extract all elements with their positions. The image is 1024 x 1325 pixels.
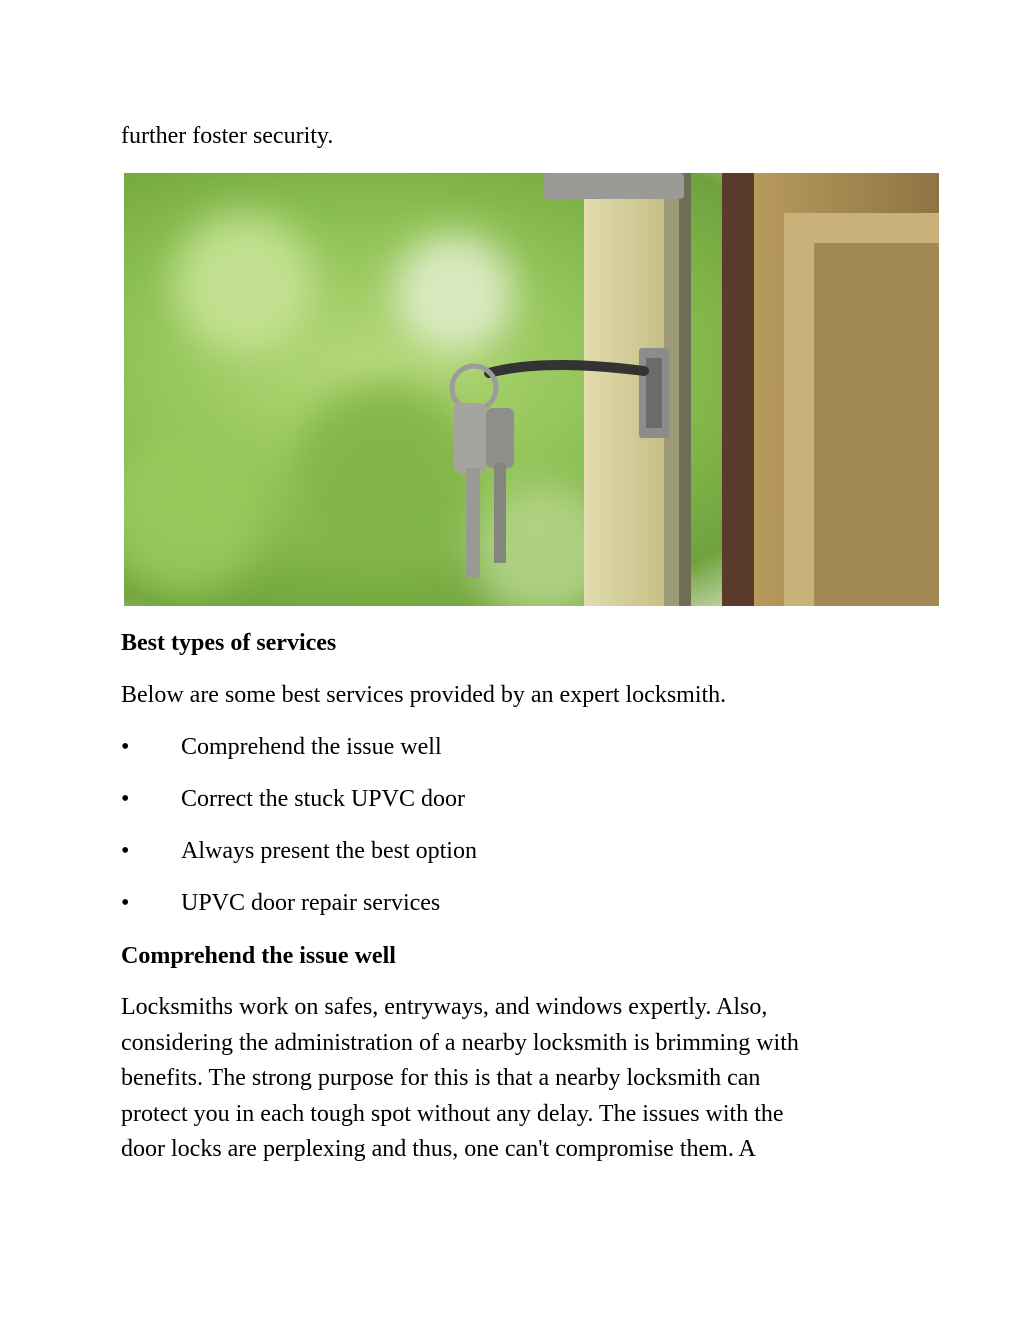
section-heading-services: Best types of services xyxy=(121,630,337,656)
list-item xyxy=(121,833,477,869)
intro-text: further foster security. xyxy=(121,123,334,149)
body-paragraph xyxy=(121,990,911,1168)
list-item xyxy=(121,781,465,817)
paragraph-line: door locks are perplexing and thus, one can't compromise them. A xyxy=(121,1136,756,1162)
bullet-icon: • xyxy=(121,838,130,864)
services-intro-text: Below are some best services provided by an expert locksmith. xyxy=(121,682,727,708)
door-key-photo xyxy=(124,173,939,606)
list-item xyxy=(121,729,442,765)
list-item-label: Comprehend the issue well xyxy=(181,734,442,760)
bullet-icon: • xyxy=(121,734,130,760)
paragraph-line: Locksmiths work on safes, entryways, and windows expertly. Also, xyxy=(121,994,768,1020)
list-item-label: Correct the stuck UPVC door xyxy=(181,786,465,812)
section-heading-comprehend: Comprehend the issue well xyxy=(121,943,396,969)
list-item-label: Always present the best option xyxy=(181,838,477,864)
paragraph-line: benefits. The strong purpose for this is that a nearby locksmith can xyxy=(121,1065,761,1091)
paragraph-line: protect you in each tough spot without any delay. The issues with the xyxy=(121,1100,784,1127)
bullet-icon: • xyxy=(121,890,130,916)
list-item-label: UPVC door repair services xyxy=(181,890,441,916)
list-item xyxy=(121,885,440,921)
bullet-icon: • xyxy=(121,786,130,812)
paragraph-line: considering the administration of a nearby locksmith is brimming with xyxy=(121,1029,799,1056)
